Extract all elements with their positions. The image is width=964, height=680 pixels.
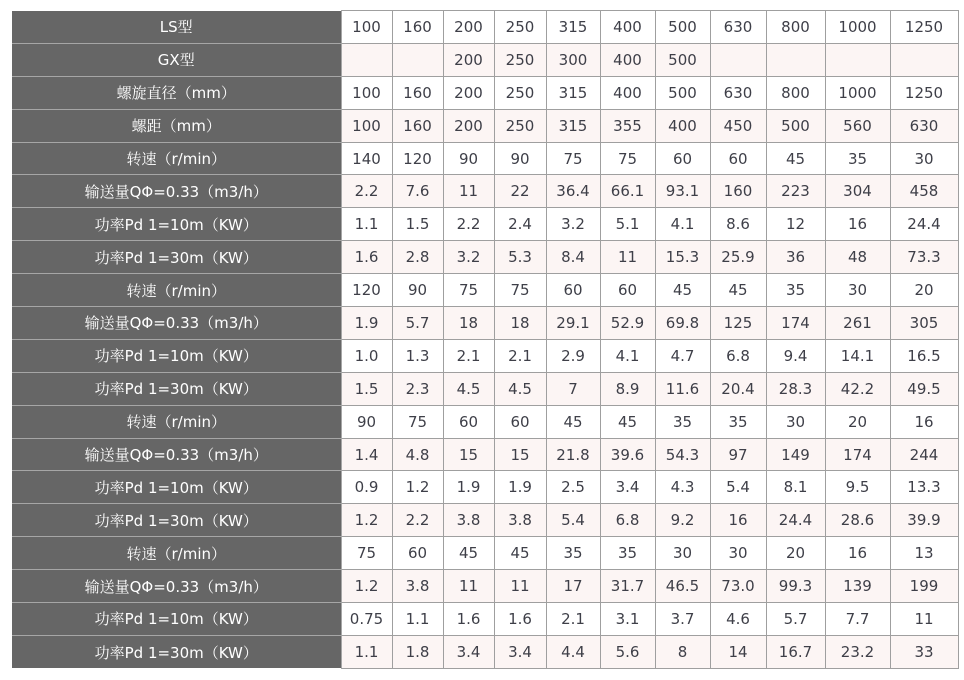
table-cell: 33 — [890, 635, 958, 668]
table-cell: 9.4 — [766, 339, 825, 372]
table-cell: 2.2 — [341, 175, 392, 208]
table-cell: 458 — [890, 175, 958, 208]
table-cell: 1000 — [825, 76, 890, 109]
table-cell: 400 — [600, 76, 655, 109]
table-cell: 20 — [890, 274, 958, 307]
table-cell: 5.4 — [710, 471, 766, 504]
table-cell: 8.9 — [600, 372, 655, 405]
table-cell: 11 — [600, 241, 655, 274]
table-cell: 2.2 — [443, 208, 494, 241]
row-label: 功率Pd 1=10m（KW） — [12, 208, 341, 241]
table-cell: 630 — [710, 11, 766, 44]
table-cell: 4.8 — [392, 438, 443, 471]
table-cell: 42.2 — [825, 372, 890, 405]
table-cell: 16 — [825, 537, 890, 570]
table-row — [12, 11, 958, 44]
table-cell: 355 — [600, 109, 655, 142]
table-cell: 0.9 — [341, 471, 392, 504]
table-cell: 1.0 — [341, 339, 392, 372]
table-cell: 35 — [546, 537, 600, 570]
table-row — [12, 537, 958, 570]
table-cell — [825, 43, 890, 76]
table-cell: 14.1 — [825, 339, 890, 372]
table-cell: 30 — [825, 274, 890, 307]
table-cell: 160 — [392, 76, 443, 109]
table-cell: 75 — [443, 274, 494, 307]
table-cell — [392, 43, 443, 76]
spec-table — [12, 10, 959, 669]
table-cell: 13 — [890, 537, 958, 570]
table-cell: 3.4 — [494, 635, 546, 668]
table-cell: 4.5 — [494, 372, 546, 405]
table-cell: 120 — [341, 274, 392, 307]
table-cell: 1.1 — [341, 635, 392, 668]
table-cell: 4.6 — [710, 603, 766, 636]
table-row — [12, 372, 958, 405]
table-cell: 500 — [655, 11, 710, 44]
table-cell: 2.2 — [392, 504, 443, 537]
table-cell: 560 — [825, 109, 890, 142]
table-cell: 35 — [655, 405, 710, 438]
table-cell: 18 — [443, 307, 494, 340]
table-cell: 315 — [546, 76, 600, 109]
table-cell: 139 — [825, 570, 890, 603]
table-cell: 11 — [443, 175, 494, 208]
table-cell: 60 — [655, 142, 710, 175]
row-label: 输送量QΦ=0.33（m3/h） — [12, 438, 341, 471]
table-cell: 39.9 — [890, 504, 958, 537]
table-cell: 45 — [546, 405, 600, 438]
table-cell: 160 — [392, 11, 443, 44]
table-cell — [890, 43, 958, 76]
table-row — [12, 339, 958, 372]
table-cell: 800 — [766, 76, 825, 109]
row-label: LS型 — [12, 11, 341, 44]
table-cell: 1250 — [890, 76, 958, 109]
table-cell: 3.8 — [494, 504, 546, 537]
table-cell: 60 — [494, 405, 546, 438]
table-cell: 200 — [443, 76, 494, 109]
row-label: 输送量QΦ=0.33（m3/h） — [12, 307, 341, 340]
table-row — [12, 471, 958, 504]
table-cell: 1.2 — [392, 471, 443, 504]
table-cell: 29.1 — [546, 307, 600, 340]
table-cell: 23.2 — [825, 635, 890, 668]
table-cell: 16 — [890, 405, 958, 438]
table-row — [12, 570, 958, 603]
table-cell: 6.8 — [600, 504, 655, 537]
table-cell: 9.2 — [655, 504, 710, 537]
table-cell: 200 — [443, 109, 494, 142]
table-cell: 35 — [710, 405, 766, 438]
table-cell: 3.8 — [392, 570, 443, 603]
row-label: 螺旋直径（mm） — [12, 76, 341, 109]
table-cell: 1.2 — [341, 570, 392, 603]
table-cell: 45 — [494, 537, 546, 570]
table-cell: 21.8 — [546, 438, 600, 471]
table-cell: 14 — [710, 635, 766, 668]
table-cell: 8.4 — [546, 241, 600, 274]
table-row — [12, 504, 958, 537]
row-label: 转速（r/min） — [12, 142, 341, 175]
table-cell: 1.3 — [392, 339, 443, 372]
table-cell: 250 — [494, 11, 546, 44]
table-cell: 30 — [655, 537, 710, 570]
table-cell: 4.4 — [546, 635, 600, 668]
table-cell: 30 — [890, 142, 958, 175]
table-cell: 5.6 — [600, 635, 655, 668]
table-cell: 500 — [655, 43, 710, 76]
table-cell: 7 — [546, 372, 600, 405]
table-row — [12, 109, 958, 142]
table-cell: 1.2 — [341, 504, 392, 537]
table-cell: 35 — [600, 537, 655, 570]
table-cell: 174 — [766, 307, 825, 340]
table-cell: 315 — [546, 109, 600, 142]
table-cell: 45 — [766, 142, 825, 175]
table-cell: 300 — [546, 43, 600, 76]
table-cell: 160 — [710, 175, 766, 208]
table-cell: 1.9 — [341, 307, 392, 340]
table-cell: 11.6 — [655, 372, 710, 405]
table-cell: 12 — [766, 208, 825, 241]
table-cell: 7.6 — [392, 175, 443, 208]
table-cell: 3.8 — [443, 504, 494, 537]
table-cell: 5.3 — [494, 241, 546, 274]
table-cell: 2.1 — [494, 339, 546, 372]
table-cell: 149 — [766, 438, 825, 471]
table-cell: 30 — [710, 537, 766, 570]
table-cell — [766, 43, 825, 76]
table-cell: 3.4 — [443, 635, 494, 668]
table-cell: 90 — [443, 142, 494, 175]
table-cell: 75 — [341, 537, 392, 570]
row-label: 功率Pd 1=10m（KW） — [12, 471, 341, 504]
table-row — [12, 76, 958, 109]
table-cell: 3.7 — [655, 603, 710, 636]
table-cell: 200 — [443, 11, 494, 44]
table-cell: 75 — [494, 274, 546, 307]
row-label: 转速（r/min） — [12, 274, 341, 307]
table-cell: 1.1 — [392, 603, 443, 636]
table-cell: 5.7 — [766, 603, 825, 636]
table-cell: 31.7 — [600, 570, 655, 603]
table-cell: 9.5 — [825, 471, 890, 504]
table-cell: 75 — [600, 142, 655, 175]
table-cell: 4.7 — [655, 339, 710, 372]
table-cell: 1.1 — [341, 208, 392, 241]
table-cell: 15.3 — [655, 241, 710, 274]
row-label: 螺距（mm） — [12, 109, 341, 142]
table-cell: 140 — [341, 142, 392, 175]
table-cell: 25.9 — [710, 241, 766, 274]
table-cell: 125 — [710, 307, 766, 340]
table-row — [12, 208, 958, 241]
table-cell: 174 — [825, 438, 890, 471]
table-cell: 630 — [890, 109, 958, 142]
table-cell: 90 — [392, 274, 443, 307]
table-cell: 100 — [341, 11, 392, 44]
row-label: 转速（r/min） — [12, 405, 341, 438]
table-cell: 15 — [494, 438, 546, 471]
table-cell: 24.4 — [890, 208, 958, 241]
table-cell: 2.5 — [546, 471, 600, 504]
table-cell: 100 — [341, 76, 392, 109]
table-cell: 2.4 — [494, 208, 546, 241]
table-cell: 49.5 — [890, 372, 958, 405]
table-cell: 199 — [890, 570, 958, 603]
table-cell: 36 — [766, 241, 825, 274]
table-cell: 304 — [825, 175, 890, 208]
table-cell: 630 — [710, 76, 766, 109]
table-cell: 15 — [443, 438, 494, 471]
table-cell: 75 — [392, 405, 443, 438]
table-cell: 5.4 — [546, 504, 600, 537]
row-label: GX型 — [12, 43, 341, 76]
table-cell: 4.1 — [655, 208, 710, 241]
table-cell: 24.4 — [766, 504, 825, 537]
table-cell: 305 — [890, 307, 958, 340]
row-label: 功率Pd 1=30m（KW） — [12, 635, 341, 668]
table-cell: 1250 — [890, 11, 958, 44]
table-cell: 35 — [766, 274, 825, 307]
table-cell: 45 — [443, 537, 494, 570]
table-cell: 3.2 — [546, 208, 600, 241]
table-cell: 60 — [546, 274, 600, 307]
table-row — [12, 635, 958, 668]
table-cell: 60 — [710, 142, 766, 175]
table-cell: 1.5 — [341, 372, 392, 405]
table-cell: 30 — [766, 405, 825, 438]
table-cell: 160 — [392, 109, 443, 142]
table-cell: 11 — [890, 603, 958, 636]
table-row — [12, 43, 958, 76]
table-cell — [710, 43, 766, 76]
table-cell: 11 — [443, 570, 494, 603]
row-label: 转速（r/min） — [12, 537, 341, 570]
row-label: 功率Pd 1=30m（KW） — [12, 504, 341, 537]
row-label: 输送量QΦ=0.33（m3/h） — [12, 175, 341, 208]
table-cell: 1.9 — [494, 471, 546, 504]
table-cell: 2.1 — [546, 603, 600, 636]
table-cell: 75 — [546, 142, 600, 175]
table-cell: 400 — [600, 43, 655, 76]
table-row — [12, 241, 958, 274]
table-cell: 60 — [600, 274, 655, 307]
table-cell: 35 — [825, 142, 890, 175]
table-cell: 1000 — [825, 11, 890, 44]
table-row — [12, 274, 958, 307]
table-row — [12, 405, 958, 438]
table-cell: 18 — [494, 307, 546, 340]
table-cell: 200 — [443, 43, 494, 76]
table-cell: 20 — [825, 405, 890, 438]
table-cell: 1.6 — [494, 603, 546, 636]
table-cell: 13.3 — [890, 471, 958, 504]
table-cell: 46.5 — [655, 570, 710, 603]
table-cell: 4.1 — [600, 339, 655, 372]
table-cell: 8 — [655, 635, 710, 668]
table-cell: 2.1 — [443, 339, 494, 372]
table-cell: 54.3 — [655, 438, 710, 471]
row-label: 功率Pd 1=30m（KW） — [12, 372, 341, 405]
table-cell: 90 — [341, 405, 392, 438]
table-cell: 1.6 — [341, 241, 392, 274]
table-cell: 1.4 — [341, 438, 392, 471]
table-row — [12, 307, 958, 340]
table-cell: 2.9 — [546, 339, 600, 372]
table-row — [12, 142, 958, 175]
row-label: 功率Pd 1=30m（KW） — [12, 241, 341, 274]
table-cell: 3.1 — [600, 603, 655, 636]
table-cell: 93.1 — [655, 175, 710, 208]
table-cell: 500 — [766, 109, 825, 142]
table-cell: 2.3 — [392, 372, 443, 405]
table-cell: 22 — [494, 175, 546, 208]
table-cell: 5.7 — [392, 307, 443, 340]
table-cell: 39.6 — [600, 438, 655, 471]
table-cell: 4.5 — [443, 372, 494, 405]
table-cell: 3.2 — [443, 241, 494, 274]
table-cell: 5.1 — [600, 208, 655, 241]
table-cell: 8.1 — [766, 471, 825, 504]
table-cell: 7.7 — [825, 603, 890, 636]
table-cell: 20.4 — [710, 372, 766, 405]
table-cell: 1.9 — [443, 471, 494, 504]
table-cell: 17 — [546, 570, 600, 603]
table-cell: 52.9 — [600, 307, 655, 340]
table-cell: 8.6 — [710, 208, 766, 241]
table-cell: 45 — [710, 274, 766, 307]
table-cell: 500 — [655, 76, 710, 109]
table-cell: 45 — [600, 405, 655, 438]
table-cell: 450 — [710, 109, 766, 142]
table-cell: 69.8 — [655, 307, 710, 340]
table-cell: 244 — [890, 438, 958, 471]
table-cell: 250 — [494, 109, 546, 142]
table-cell: 400 — [600, 11, 655, 44]
table-cell: 400 — [655, 109, 710, 142]
table-cell: 11 — [494, 570, 546, 603]
table-cell: 3.4 — [600, 471, 655, 504]
table-cell: 90 — [494, 142, 546, 175]
table-cell: 120 — [392, 142, 443, 175]
table-cell: 250 — [494, 76, 546, 109]
table-cell: 97 — [710, 438, 766, 471]
table-cell: 28.3 — [766, 372, 825, 405]
row-label: 输送量QΦ=0.33（m3/h） — [12, 570, 341, 603]
table-cell: 20 — [766, 537, 825, 570]
table-row — [12, 438, 958, 471]
table-cell: 1.5 — [392, 208, 443, 241]
table-row — [12, 603, 958, 636]
table-cell: 73.3 — [890, 241, 958, 274]
table-cell: 66.1 — [600, 175, 655, 208]
table-cell — [341, 43, 392, 76]
table-cell: 100 — [341, 109, 392, 142]
table-cell: 4.3 — [655, 471, 710, 504]
row-label: 功率Pd 1=10m（KW） — [12, 603, 341, 636]
table-cell: 223 — [766, 175, 825, 208]
table-cell: 16.7 — [766, 635, 825, 668]
table-cell: 0.75 — [341, 603, 392, 636]
table-cell: 16 — [825, 208, 890, 241]
table-cell: 6.8 — [710, 339, 766, 372]
table-cell: 16 — [710, 504, 766, 537]
table-cell: 800 — [766, 11, 825, 44]
table-cell: 315 — [546, 11, 600, 44]
table-cell: 2.8 — [392, 241, 443, 274]
table-cell: 16.5 — [890, 339, 958, 372]
table-cell: 45 — [655, 274, 710, 307]
row-label: 功率Pd 1=10m（KW） — [12, 339, 341, 372]
table-cell: 48 — [825, 241, 890, 274]
table-row — [12, 175, 958, 208]
table-cell: 60 — [443, 405, 494, 438]
table-cell: 261 — [825, 307, 890, 340]
table-cell: 250 — [494, 43, 546, 76]
table-cell: 99.3 — [766, 570, 825, 603]
table-cell: 60 — [392, 537, 443, 570]
table-cell: 28.6 — [825, 504, 890, 537]
table-cell: 36.4 — [546, 175, 600, 208]
table-cell: 1.6 — [443, 603, 494, 636]
table-cell: 73.0 — [710, 570, 766, 603]
table-cell: 1.8 — [392, 635, 443, 668]
